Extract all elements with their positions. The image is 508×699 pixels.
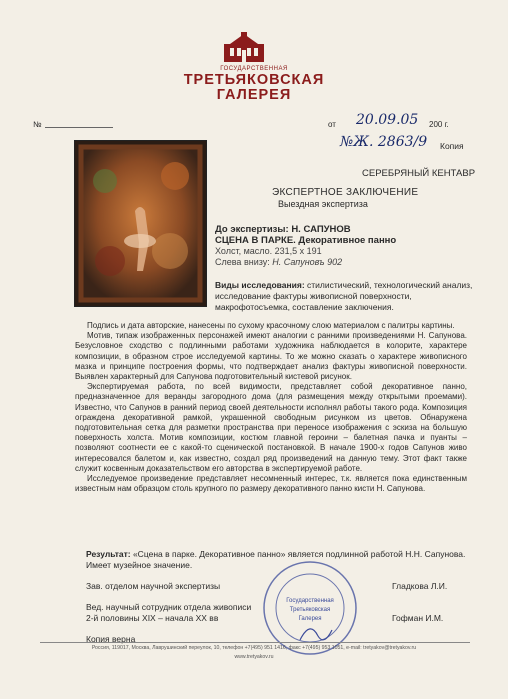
number-label: № bbox=[33, 120, 42, 129]
copy-true-label: Копия верна bbox=[86, 634, 136, 644]
org-prefix: ГОСУДАРСТВЕННАЯ bbox=[220, 66, 288, 72]
artwork-info bbox=[215, 224, 475, 268]
number-underline bbox=[45, 127, 113, 128]
handwritten-date: 20.09.05 bbox=[356, 112, 419, 128]
methods-label: Виды исследования: bbox=[215, 280, 305, 290]
signature-name-2: Гофман И.М. bbox=[392, 613, 444, 623]
footer-address: Россия, 119017, Москва, Лаврушинский переулок, 10, телефон +7(495) 951 1416, факс +7(495) 953 1051, e-mail: tretyakov@tretyakov.ru bbox=[91, 645, 417, 651]
signature-title-1: Зав. отделом научной экспертизы bbox=[86, 581, 221, 591]
handwritten-copy-number: №Ж. 2863/9 bbox=[340, 134, 428, 150]
footer-divider bbox=[40, 642, 470, 643]
painting-photo bbox=[75, 141, 206, 306]
artwork-title: СЦЕНА В ПАРКЕ. Декоративное панно bbox=[215, 235, 397, 246]
signature-title-2b: 2-й половины XIX – начала XX вв bbox=[86, 613, 219, 623]
footer-site: www.tretyakov.ru bbox=[234, 654, 274, 660]
artwork-medium: Холст, масло. 231,5 х 191 bbox=[215, 246, 322, 256]
copy-label: Копия bbox=[440, 141, 464, 151]
paragraph: Подпись и дата авторские, нанесены по сухому красочному слою материалом с палитры картины. bbox=[87, 321, 455, 330]
signature-name-1: Гладкова Л.И. bbox=[392, 581, 448, 591]
svg-text:Галерея: Галерея bbox=[298, 616, 322, 622]
org-name-line1: ТРЕТЬЯКОВСКАЯ bbox=[183, 72, 325, 88]
award-label: СЕРЕБРЯНЫЙ КЕНТАВР bbox=[362, 168, 476, 179]
signature-title-2a: Вед. научный сотрудник отдела живописи bbox=[86, 602, 252, 612]
methods bbox=[215, 280, 480, 313]
footer bbox=[0, 644, 508, 662]
report-body bbox=[75, 321, 467, 494]
svg-text:Государственная: Государственная bbox=[286, 598, 334, 604]
document-subtitle: Выездная экспертиза bbox=[278, 199, 368, 209]
year-suffix: 200 г. bbox=[429, 120, 449, 129]
org-name bbox=[0, 73, 508, 103]
result-label: Результат: bbox=[86, 549, 131, 559]
svg-text:Третьяковская: Третьяковская bbox=[289, 607, 331, 613]
gallery-stamp bbox=[260, 558, 360, 658]
inscription-text: Н. Сапуновъ 902 bbox=[272, 257, 343, 267]
document-title: ЭКСПЕРТНОЕ ЗАКЛЮЧЕНИЕ bbox=[272, 187, 419, 198]
paragraph: Экспертируемая работа, по всей видимости, представляет собой декоративное панно, предназначенное для веранды загородного дома (для размещения между открытыми проемами). Известно, что Сапунов в ранний период своей деятельности исполнял работы такого рода. Композиция ограждена декоративной рамкой, украшенной свободным рисунком из цветов. Обнаружена подготовительная сетка для разметки пространства при переносе изображения с эскиза на большую поверхность холста. Мотив композиции, костюм главной героини – балетная пачка и пуанты – позволяют соотнести ее с какой-то сценической постановкой. В начале 1900-х годов Сапунов живо интересовался балетом и, как известно, создал ряд произведений на данную тему. Этот факт также служит косвенным доказательством его авторства в экспертируемой работе. bbox=[75, 382, 467, 473]
artwork-inscription bbox=[215, 257, 475, 268]
paragraph: Исследуемое произведение представляет несомненный интерес, т.к. является пока единственным известным нам образцом столь крупного по размеру декоративного панно кисти Н. Сапунова. bbox=[75, 474, 467, 494]
inscription-prefix: Слева внизу: bbox=[215, 257, 270, 267]
paragraph: Мотив, типаж изображенных персонажей имеют аналогии с ранними произведениями Н. Сапунова. Безусловное сходство с подлинными работами художника наблюдается в колорите, характере композиции, в образном строе исследуемой картины. То же можно сказать о характере живописного мазка и принципе построения формы, что подтверждает анализ фактуры живописной поверхности. Выявлен характерный для Сапунова подготовительный кистевой рисунок. bbox=[75, 331, 467, 382]
result-text: «Сцена в парке. Декоративное панно» является подлинной работой Н.Н. Сапунова. Имеет музейное значение. bbox=[86, 549, 466, 570]
org-name-line2: ГАЛЕРЕЯ bbox=[216, 87, 292, 103]
before-expertise: До экспертизы: Н. САПУНОВ bbox=[215, 224, 351, 235]
methods-text: стилистический, технологический анализ, исследование фактуры живописной поверхности, макрофотосъемка, составление заключения. bbox=[215, 280, 473, 312]
date-label: от bbox=[328, 120, 336, 129]
gallery-logo bbox=[222, 32, 266, 64]
